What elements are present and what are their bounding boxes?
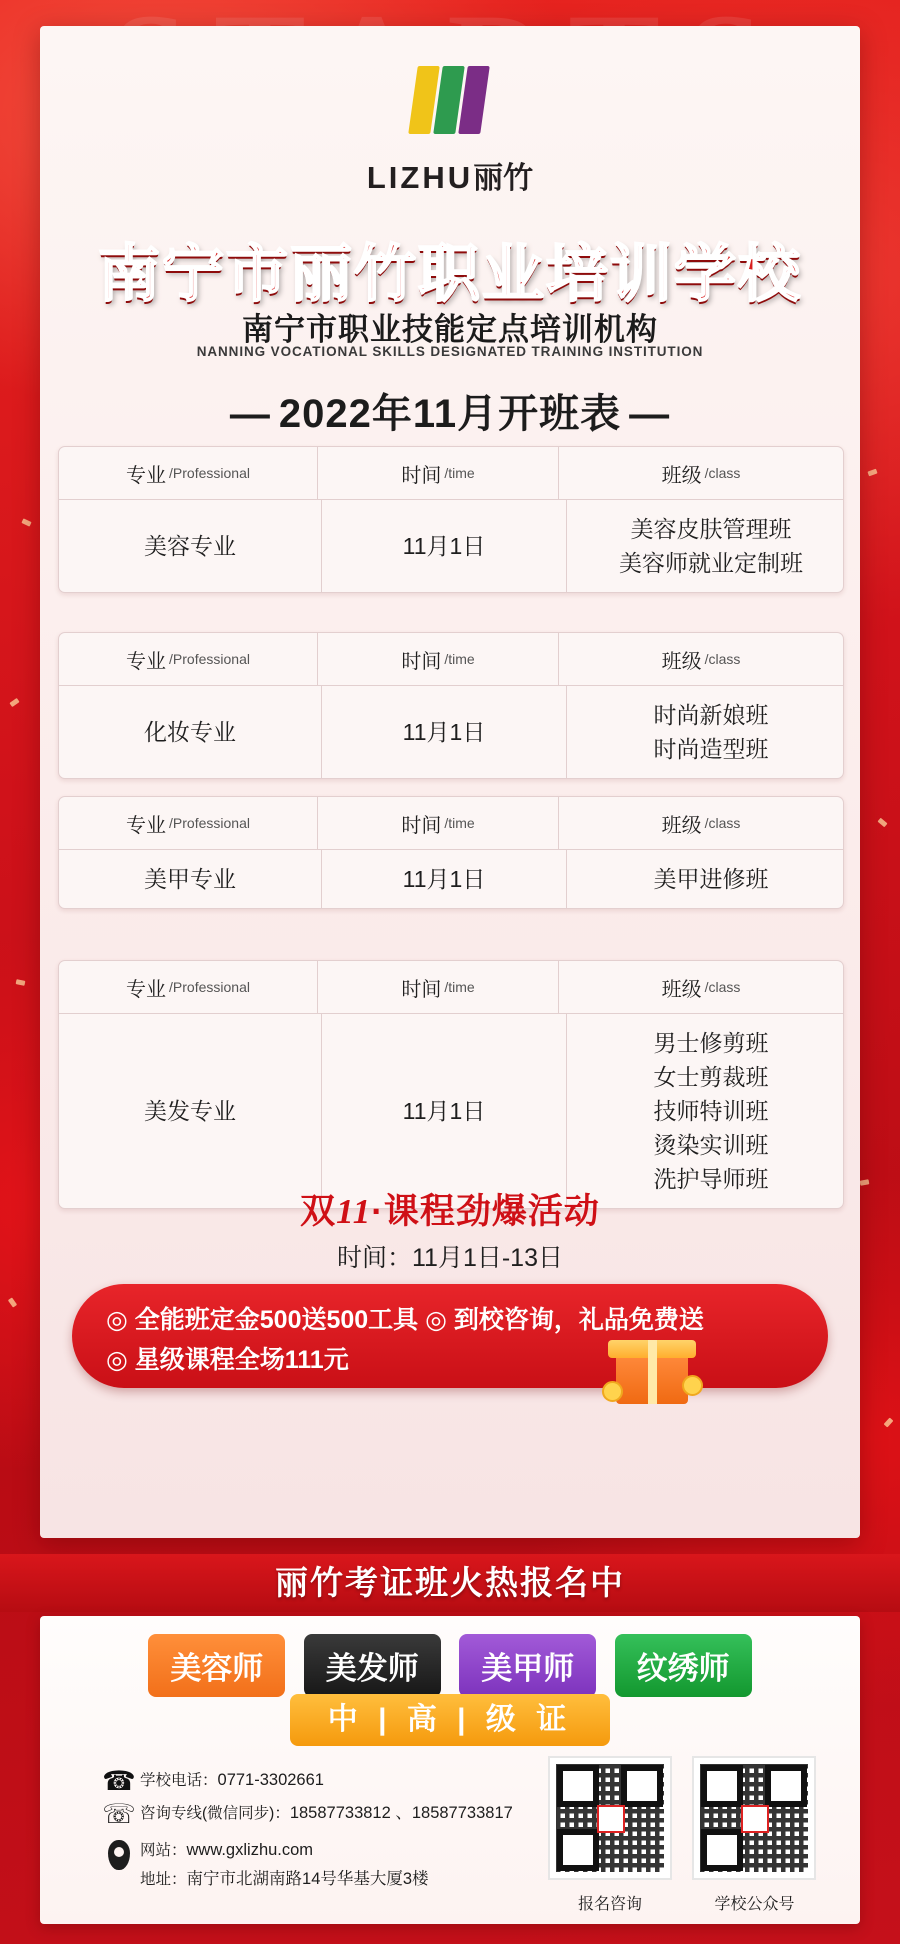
phone-value: 0771-3302661 bbox=[217, 1771, 324, 1789]
header-time: 时间 /time bbox=[317, 633, 559, 685]
hotline-label: 咨询专线(微信同步)： bbox=[140, 1805, 290, 1822]
promo-line-2: ◎ 星级课程全场111元 bbox=[106, 1346, 349, 1374]
promo-title-prefix: 双 bbox=[300, 1192, 337, 1231]
cert-pill-hairstylist[interactable]: 美发师 bbox=[304, 1634, 441, 1697]
table-row bbox=[59, 500, 843, 592]
header-class: 班级 /class bbox=[661, 814, 741, 837]
cert-level-badge: 中 | 高 | 级 证 bbox=[290, 1694, 610, 1746]
location-pin-icon bbox=[98, 1838, 140, 1870]
cell-major: 化妆专业 bbox=[144, 719, 236, 746]
table-row bbox=[59, 850, 843, 908]
cell-classes bbox=[567, 686, 844, 778]
class-item: 时尚造型班 bbox=[653, 736, 769, 763]
class-item: 女士剪裁班 bbox=[653, 1064, 769, 1091]
table-row bbox=[59, 686, 843, 778]
header-time: 时间 /time bbox=[317, 961, 559, 1013]
cert-pill-tattoo-artist[interactable]: 纹绣师 bbox=[615, 1634, 752, 1697]
header-major bbox=[59, 447, 317, 499]
schedule-table-nail bbox=[58, 796, 844, 909]
headline-text: 2022年11月开班表 bbox=[278, 392, 622, 436]
headline-dash-right: — bbox=[629, 392, 671, 436]
header-class bbox=[559, 447, 843, 499]
cert-pill-row bbox=[40, 1634, 860, 1697]
bottom-panel bbox=[40, 1616, 860, 1924]
telephone-icon: ☎ bbox=[102, 1766, 136, 1796]
promo-title-number: 11 bbox=[336, 1192, 372, 1231]
qr-caption: 报名咨询 bbox=[577, 1896, 642, 1913]
schedule-table-beauty bbox=[58, 446, 844, 593]
cell-classes bbox=[567, 850, 844, 908]
cell-major: 美发专业 bbox=[144, 1098, 236, 1125]
schedule-table-makeup bbox=[58, 632, 844, 779]
phone-label: 学校电话： bbox=[140, 1772, 218, 1789]
class-item: 技师特训班 bbox=[653, 1098, 769, 1125]
contact-phone-line bbox=[98, 1768, 568, 1795]
wechat-phone-icon: ☏ bbox=[102, 1799, 136, 1829]
cell-classes bbox=[567, 1014, 844, 1208]
header-major: 专业 /Professional bbox=[126, 650, 250, 673]
table-row bbox=[59, 1014, 843, 1208]
cell-date: 11月1日 bbox=[321, 850, 567, 908]
header-major: 专业 /Professional bbox=[126, 814, 250, 837]
header-class: 班级 /class bbox=[661, 978, 741, 1001]
header-time bbox=[317, 447, 559, 499]
promo-time: 时间：11月1日-13日 bbox=[337, 1244, 563, 1272]
header-major: 专业 /Professional bbox=[126, 978, 250, 1001]
main-card bbox=[40, 26, 860, 1538]
logo-latin: LIZHU bbox=[366, 160, 474, 195]
header-time-en: /time bbox=[444, 465, 475, 481]
header-class-en: /class bbox=[704, 465, 741, 481]
class-item: 男士修剪班 bbox=[653, 1030, 769, 1056]
qr-caption: 学校公众号 bbox=[714, 1896, 795, 1913]
school-subtitle-en: NANNING VOCATIONAL SKILLS DESIGNATED TRAINING INSTITUTION bbox=[196, 344, 704, 359]
gift-box-icon bbox=[604, 1328, 700, 1404]
headline-dash-left: — bbox=[229, 392, 271, 436]
cell-date: 11月1日 bbox=[321, 686, 567, 778]
logo-block bbox=[40, 66, 860, 197]
hotline-value: 18587733812 、18587733817 bbox=[289, 1804, 513, 1822]
header-class-cn: 班级 bbox=[661, 464, 702, 487]
promo-offer-box bbox=[72, 1284, 828, 1388]
school-subtitle-cn: 南宁市职业技能定点培训机构 bbox=[242, 312, 658, 347]
header-time: 时间 /time bbox=[317, 797, 559, 849]
cell-major: 美甲专业 bbox=[144, 866, 236, 892]
class-item: 洗护导师班 bbox=[653, 1166, 769, 1193]
promo-title-suffix: ·课程劲爆活动 bbox=[371, 1192, 600, 1231]
logo-text bbox=[40, 153, 860, 197]
cell-date: 11月1日 bbox=[321, 1014, 567, 1208]
header-major-en: /Professional bbox=[169, 465, 250, 481]
header-major-cn: 专业 bbox=[126, 464, 167, 487]
class-item: 时尚新娘班 bbox=[653, 702, 769, 728]
cell-major: 美容专业 bbox=[144, 533, 236, 560]
exam-banner-text: 丽竹考证班火热报名中 bbox=[275, 1564, 625, 1601]
cell-date: 11月1日 bbox=[321, 500, 567, 592]
schedule-table-hair bbox=[58, 960, 844, 1209]
class-item: 美容师就业定制班 bbox=[619, 550, 803, 577]
cert-pill-beautician[interactable]: 美容师 bbox=[148, 1634, 285, 1697]
table-header-row bbox=[59, 447, 843, 500]
promo-title bbox=[40, 1184, 860, 1234]
website-value[interactable]: www.gxlizhu.com bbox=[186, 1841, 314, 1859]
table-header-row bbox=[59, 961, 843, 1014]
address-value: 南宁市北湖南路14号华基大厦3楼 bbox=[186, 1869, 429, 1888]
cell-classes bbox=[567, 500, 844, 592]
table-header-row bbox=[59, 797, 843, 850]
header-class: 班级 /class bbox=[661, 650, 741, 673]
qr-code-area bbox=[532, 1756, 822, 1914]
qr-code-icon[interactable] bbox=[692, 1756, 816, 1880]
header-time-cn: 时间 bbox=[401, 464, 442, 487]
qr-code-icon[interactable] bbox=[548, 1756, 672, 1880]
class-item: 烫染实训班 bbox=[653, 1132, 769, 1159]
website-label: 网站： bbox=[140, 1842, 187, 1859]
contact-address-line bbox=[98, 1838, 568, 1892]
schedule-headline bbox=[40, 382, 860, 439]
school-title: 南宁市丽竹职业培训学校 bbox=[97, 237, 802, 310]
cert-pill-nail-artist[interactable]: 美甲师 bbox=[459, 1634, 596, 1697]
address-label: 地址： bbox=[140, 1870, 187, 1888]
contact-hotline-line bbox=[98, 1801, 568, 1828]
qr-signup[interactable] bbox=[548, 1756, 672, 1914]
class-item: 美容皮肤管理班 bbox=[630, 516, 792, 542]
promo-line-1: ◎ 全能班定金500送500工具 ◎ 到校咨询，礼品免费送 bbox=[106, 1306, 704, 1334]
lizhu-logo-icon bbox=[413, 66, 487, 144]
class-item: 美甲进修班 bbox=[653, 866, 769, 892]
table-header-row bbox=[59, 633, 843, 686]
qr-official-account[interactable] bbox=[692, 1756, 816, 1914]
logo-cn: 丽竹 bbox=[473, 162, 534, 195]
exam-banner bbox=[0, 1554, 900, 1612]
contact-block bbox=[98, 1768, 568, 1898]
